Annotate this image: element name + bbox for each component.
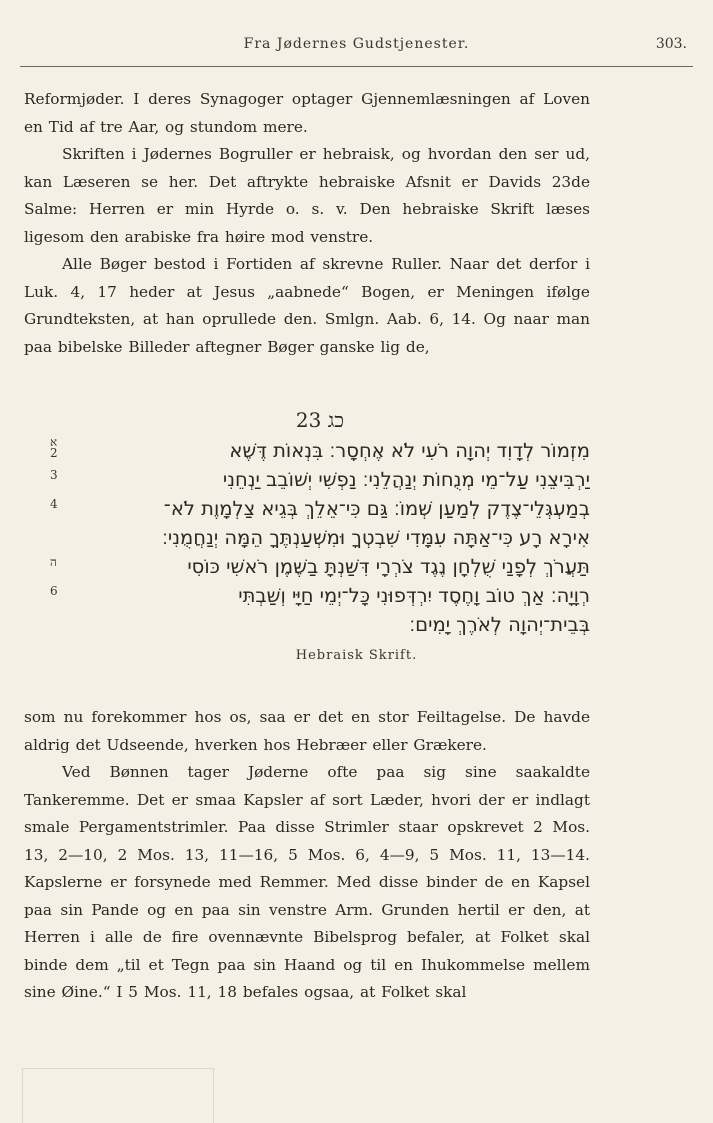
paragraph-5: Ved Bønnen tager Jøderne ofte paa sig sine saakaldte Tankeremme. Det er smaa Kapsler af sort Læder, hvori der er indlagt smale Pergamentstrimler. Paa disse Strimler staar opskrevet 2 Mos. 13, 2—10, 2 Mos. 13, 11—16, 5 Mos. 6, 4—9, 5 Mos. 11, 13—14. Kapslerne er forsynede med Remmer. Med disse binder de en Kapsel paa sin Pande og en paa sin venstre Arm. Grunden hertil er den, at Herren i alle de fire ovennævnte Bibelsprog befaler, at Folket skal binde dem „til et Tegn paa sin Haand og til en Ihukommelse mellem sine Øine.“ I 5 Mos. 11, 18 befales ogsaa, at Folket skal xyxy=(24,763,590,1001)
verse-number: ה xyxy=(50,555,57,569)
hebrew-text: מִזְמוֹר לְדָוִד יְהוָה רֹעִי לֹא אֶחְסָר׃ בִּנְאוֹת דֶּשֶׁא xyxy=(229,439,590,462)
running-title: Fra Jødernes Gudstjenester. xyxy=(243,36,470,52)
verse-number: א 2 xyxy=(50,435,58,460)
hebrew-line xyxy=(50,436,590,465)
hebrew-text: תַּעֲרֹךְ לְפָנַי שֻׁלְחָן נֶגֶד צֹרְרָי דִּשַּׁנְתָּ בַשֶּׁמֶן רֹאשִׁי כּוֹסִי xyxy=(187,555,590,578)
hebrew-line xyxy=(50,523,590,552)
bottom-text-block xyxy=(24,704,590,1007)
paragraph-4: som nu forekommer hos os, saa er det en stor Feiltagelse. De havde aldrig det Udseende, hverken hos Hebræer eller Grækere. xyxy=(24,708,590,754)
page-number: 303. xyxy=(655,36,687,52)
hebrew-text: אִירָא רָע כִּי־אַתָּה עִמָּדִי שִׁבְטְךָ וּמִשְׁעַנְתֶּךָ הֵמָּה יְנַחֲמֻנִי׃ xyxy=(162,526,590,549)
verse-number: 6 xyxy=(50,584,58,598)
hebrew-text: רְוָיָה׃ אַךְ טוֹב וָחֶסֶד יִרְדְּפוּנִי כָּל־יְמֵי חַיָּי וְשַׁבְתִּי xyxy=(238,584,590,607)
paragraph-2: Skriften i Jødernes Bogruller er hebraisk, og hvordan den ser ud, kan Læseren se her. Det aftrykte hebraiske Afsnit er Davids 23de Salme: Herren er min Hyrde o. s. v. Den hebraiske Skrift læses ligesom den arabiske fra høire mod venstre. xyxy=(24,145,590,246)
top-text-block xyxy=(24,86,590,361)
hebrew-line xyxy=(50,610,590,639)
paragraph-1: Reformjøder. I deres Synagoger optager Gjennemlæsningen af Loven en Tid af tre Aar, og stundom mere. xyxy=(24,90,590,136)
hebrew-line xyxy=(50,465,590,494)
hebrew-text: יַרְבִּיצֵנִי עַל־מֵי מְנֻחוֹת יְנַהֲלֵנִי׃ נַפְשִׁי יְשׁוֹבֵב יַנְחֵנִי xyxy=(222,468,590,491)
hebrew-text: בְּבֵית־יְהוָה לְאֹרֶךְ יָמִים׃ xyxy=(409,613,590,636)
hebrew-line xyxy=(50,552,590,581)
paragraph-3: Alle Bøger bestod i Fortiden af skrevne Ruller. Naar det derfor i Luk. 4, 17 heder at Jesus „aabnede“ Bogen, er Meningen ifølge Grundteksten, at han oprullede den. Smlgn. Aab. 6, 14. Og naar man paa bibelske Billeder aftegner Bøger ganske lig de, xyxy=(24,255,590,356)
hebrew-line xyxy=(50,494,590,523)
verse-number: 4 xyxy=(50,497,58,511)
psalm-number: 23 כג xyxy=(295,408,345,432)
hebrew-text: בְמַעְגְּלֵי־צֶדֶק לְמַעַן שְׁמוֹ׃ גַּם כִּי־אֵלֵךְ בְּגֵיא צַלְמָוֶת לֹא־ xyxy=(163,497,590,520)
running-head xyxy=(20,36,693,56)
figure-caption: Hebraisk Skrift. xyxy=(295,648,418,663)
header-rule xyxy=(20,66,693,67)
faint-library-stamp xyxy=(22,1068,214,1123)
hebrew-psalm-figure xyxy=(50,408,590,639)
hebrew-line xyxy=(50,581,590,610)
verse-number: 3 xyxy=(50,468,58,482)
